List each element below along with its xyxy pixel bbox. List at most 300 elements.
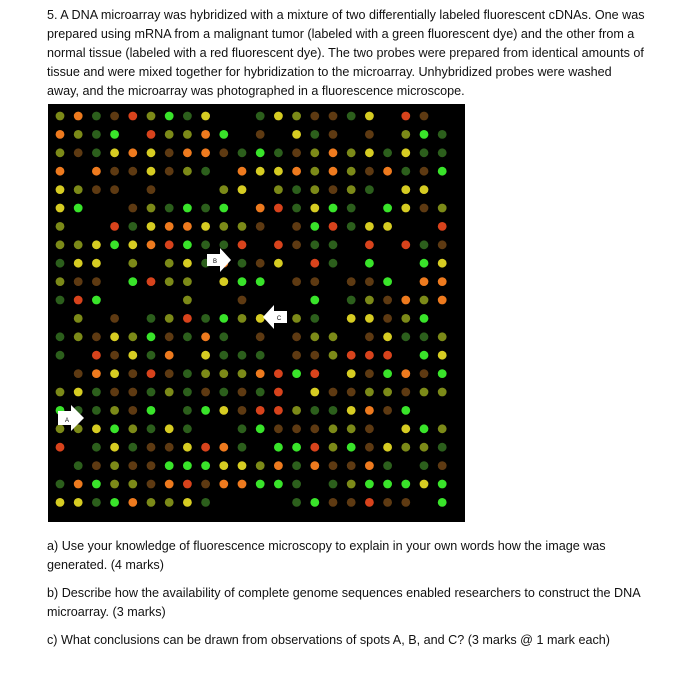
- array-spot: [256, 332, 265, 341]
- array-spot: [183, 369, 192, 378]
- array-spot: [74, 332, 83, 341]
- array-spot: [183, 204, 192, 213]
- array-spot: [383, 406, 392, 415]
- array-spot: [219, 388, 228, 397]
- array-spot: [165, 498, 174, 507]
- array-spot: [401, 204, 410, 213]
- array-spot: [128, 369, 137, 378]
- array-spot: [147, 314, 156, 323]
- array-spot: [238, 314, 247, 323]
- array-spot: [147, 332, 156, 341]
- array-spot: [310, 112, 319, 121]
- array-spot: [92, 277, 101, 286]
- array-spot: [256, 480, 265, 489]
- array-spot: [165, 369, 174, 378]
- array-spot: [401, 480, 410, 489]
- array-spot: [183, 259, 192, 268]
- array-spot: [383, 388, 392, 397]
- array-spot: [365, 480, 374, 489]
- array-spot: [128, 148, 137, 157]
- array-spot: [201, 351, 210, 360]
- spot-c-marker: [263, 305, 287, 329]
- array-spot: [401, 443, 410, 452]
- array-spot: [165, 480, 174, 489]
- array-spot: [256, 130, 265, 139]
- array-spot: [183, 130, 192, 139]
- array-spot: [310, 148, 319, 157]
- array-spot: [256, 259, 265, 268]
- array-spot: [147, 406, 156, 415]
- array-spot: [365, 185, 374, 194]
- array-spot: [219, 406, 228, 415]
- array-spot: [438, 148, 447, 157]
- array-spot: [74, 277, 83, 286]
- array-spot: [147, 148, 156, 157]
- array-spot: [56, 148, 65, 157]
- array-spot: [219, 148, 228, 157]
- array-spot: [401, 296, 410, 305]
- array-spot: [292, 148, 301, 157]
- array-spot: [292, 461, 301, 470]
- array-spot: [128, 424, 137, 433]
- array-spot: [165, 130, 174, 139]
- array-spot: [74, 480, 83, 489]
- array-spot: [274, 388, 283, 397]
- array-spot: [292, 424, 301, 433]
- array-spot: [56, 222, 65, 231]
- array-spot: [347, 424, 356, 433]
- array-spot: [329, 130, 338, 139]
- array-spot: [56, 332, 65, 341]
- array-spot: [274, 259, 283, 268]
- array-spot: [219, 130, 228, 139]
- array-spot: [347, 204, 356, 213]
- array-spot: [165, 222, 174, 231]
- array-spot: [347, 461, 356, 470]
- array-spot: [347, 406, 356, 415]
- array-spot: [183, 240, 192, 249]
- array-spot: [56, 259, 65, 268]
- array-spot: [183, 388, 192, 397]
- array-spot: [438, 332, 447, 341]
- array-spot: [383, 204, 392, 213]
- array-spot: [74, 130, 83, 139]
- array-spot: [347, 167, 356, 176]
- array-spot: [110, 461, 119, 470]
- array-spot: [56, 185, 65, 194]
- array-spot: [420, 461, 429, 470]
- array-spot: [201, 369, 210, 378]
- array-spot: [256, 351, 265, 360]
- array-spot: [201, 222, 210, 231]
- array-spot: [274, 480, 283, 489]
- array-spot: [310, 167, 319, 176]
- array-spot: [438, 443, 447, 452]
- array-spot: [438, 461, 447, 470]
- array-spot: [110, 167, 119, 176]
- array-spot: [274, 185, 283, 194]
- array-spot: [329, 406, 338, 415]
- array-spot: [201, 130, 210, 139]
- question-a: a) Use your knowledge of fluorescence microscopy to explain in your own words how the image was generated. (4 marks): [47, 539, 606, 572]
- array-spot: [128, 222, 137, 231]
- array-spot: [310, 424, 319, 433]
- array-spot: [292, 351, 301, 360]
- array-spot: [420, 112, 429, 121]
- array-spot: [74, 112, 83, 121]
- array-spot: [401, 185, 410, 194]
- array-spot: [219, 204, 228, 213]
- array-spot: [401, 240, 410, 249]
- array-spot: [201, 204, 210, 213]
- array-spot: [56, 296, 65, 305]
- array-spot: [74, 185, 83, 194]
- array-spot: [401, 112, 410, 121]
- array-spot: [201, 240, 210, 249]
- array-spot: [110, 443, 119, 452]
- array-spot: [165, 443, 174, 452]
- array-spot: [310, 185, 319, 194]
- array-spot: [201, 148, 210, 157]
- array-spot: [401, 406, 410, 415]
- array-spot: [219, 277, 228, 286]
- array-spot: [92, 424, 101, 433]
- array-spot: [110, 332, 119, 341]
- array-spot: [383, 480, 392, 489]
- array-spot: [238, 351, 247, 360]
- array-spot: [74, 369, 83, 378]
- array-spot: [329, 332, 338, 341]
- array-spot: [383, 277, 392, 286]
- array-spot: [56, 480, 65, 489]
- array-spot: [147, 112, 156, 121]
- array-spot: [365, 498, 374, 507]
- marker-c-label: C: [276, 316, 282, 322]
- array-spot: [110, 406, 119, 415]
- array-spot: [238, 461, 247, 470]
- array-spot: [128, 498, 137, 507]
- array-spot: [292, 406, 301, 415]
- array-spot: [329, 461, 338, 470]
- question-intro: 5. A DNA microarray was hybridized with a mixture of two differentially labeled fluorescent cDNAs. One was prepared using mRNA from a malignant tumor (labeled with a green fluorescent dye) and the other from a normal tissue (labeled with a red fluorescent dye). The two probes were prepared from identical amounts of tissue and were mixed together for hybridization to the microarray. Unhybridized probes were washed away, and the microarray was photographed in a fluorescence microscope.: [47, 8, 645, 98]
- array-spot: [365, 369, 374, 378]
- array-spot: [420, 296, 429, 305]
- array-spot: [183, 314, 192, 323]
- array-spot: [292, 277, 301, 286]
- array-spot: [347, 351, 356, 360]
- array-spot: [128, 443, 137, 452]
- array-spot: [401, 369, 410, 378]
- array-spot: [438, 204, 447, 213]
- array-spot: [420, 185, 429, 194]
- array-spot: [110, 314, 119, 323]
- array-spot: [219, 443, 228, 452]
- array-spot: [347, 112, 356, 121]
- array-spot: [92, 185, 101, 194]
- array-spot: [147, 369, 156, 378]
- array-spot: [347, 148, 356, 157]
- array-spot: [420, 204, 429, 213]
- array-spot: [183, 498, 192, 507]
- array-spot: [292, 369, 301, 378]
- array-spot: [438, 222, 447, 231]
- array-spot: [383, 148, 392, 157]
- array-spot: [401, 332, 410, 341]
- array-spot: [183, 222, 192, 231]
- array-spot: [165, 112, 174, 121]
- array-spot: [310, 406, 319, 415]
- array-spot: [438, 388, 447, 397]
- array-spot: [365, 148, 374, 157]
- array-spot: [183, 424, 192, 433]
- array-spot: [420, 240, 429, 249]
- array-spot: [292, 498, 301, 507]
- array-spot: [420, 351, 429, 360]
- array-spot: [438, 369, 447, 378]
- array-spot: [347, 277, 356, 286]
- array-spot: [110, 351, 119, 360]
- array-spot: [420, 388, 429, 397]
- array-spot: [310, 498, 319, 507]
- array-spot: [438, 351, 447, 360]
- array-spot: [292, 240, 301, 249]
- array-spot: [310, 277, 319, 286]
- array-spot: [274, 369, 283, 378]
- array-spot: [274, 461, 283, 470]
- array-spot: [365, 277, 374, 286]
- array-spot: [365, 314, 374, 323]
- array-spot: [365, 461, 374, 470]
- array-spot: [274, 167, 283, 176]
- array-spot: [292, 332, 301, 341]
- array-spot: [147, 424, 156, 433]
- array-spot: [128, 388, 137, 397]
- array-spot: [329, 185, 338, 194]
- array-spot: [383, 369, 392, 378]
- array-spot: [329, 112, 338, 121]
- array-spot: [329, 167, 338, 176]
- array-spot: [147, 351, 156, 360]
- array-spot: [110, 130, 119, 139]
- array-spot: [274, 443, 283, 452]
- array-spot: [383, 443, 392, 452]
- array-spot: [420, 332, 429, 341]
- array-spot: [74, 148, 83, 157]
- array-spot: [365, 424, 374, 433]
- array-spot: [183, 112, 192, 121]
- array-spot: [56, 167, 65, 176]
- array-spot: [183, 480, 192, 489]
- array-spot: [183, 148, 192, 157]
- array-spot: [274, 112, 283, 121]
- array-spot: [238, 296, 247, 305]
- array-spot: [256, 406, 265, 415]
- array-spot: [329, 148, 338, 157]
- array-spot: [92, 240, 101, 249]
- array-spot: [165, 351, 174, 360]
- array-spot: [74, 388, 83, 397]
- array-spot: [438, 240, 447, 249]
- array-spot: [92, 369, 101, 378]
- array-spot: [165, 332, 174, 341]
- array-spot: [110, 185, 119, 194]
- array-spot: [365, 167, 374, 176]
- array-spot: [401, 314, 410, 323]
- array-spot: [347, 498, 356, 507]
- array-spot: [183, 443, 192, 452]
- array-spot: [420, 424, 429, 433]
- array-spot: [128, 351, 137, 360]
- array-spot: [183, 461, 192, 470]
- array-spot: [310, 296, 319, 305]
- array-spot: [92, 351, 101, 360]
- array-spot: [110, 240, 119, 249]
- array-spot: [110, 480, 119, 489]
- array-spot: [56, 130, 65, 139]
- array-spot: [56, 351, 65, 360]
- array-spot: [365, 332, 374, 341]
- array-spot: [219, 222, 228, 231]
- array-spot: [165, 240, 174, 249]
- array-spot: [147, 443, 156, 452]
- array-spot: [274, 240, 283, 249]
- array-spot: [292, 222, 301, 231]
- array-spot: [420, 259, 429, 268]
- spot-b-marker: [207, 248, 231, 272]
- array-spot: [438, 498, 447, 507]
- array-spot: [165, 314, 174, 323]
- array-spot: [256, 148, 265, 157]
- array-spot: [238, 424, 247, 433]
- array-spot: [238, 406, 247, 415]
- array-spot: [56, 424, 65, 433]
- array-spot: [329, 443, 338, 452]
- marker-b-label: B: [212, 259, 218, 265]
- array-spot: [256, 277, 265, 286]
- array-spot: [438, 130, 447, 139]
- array-spot: [128, 480, 137, 489]
- array-spot: [274, 148, 283, 157]
- array-spot: [274, 204, 283, 213]
- array-spot: [110, 388, 119, 397]
- array-spot: [365, 443, 374, 452]
- array-spot: [438, 259, 447, 268]
- array-spot: [310, 259, 319, 268]
- array-spot: [420, 130, 429, 139]
- array-spot: [238, 259, 247, 268]
- array-spot: [238, 240, 247, 249]
- array-spot: [383, 351, 392, 360]
- array-spot: [238, 277, 247, 286]
- array-spot: [201, 443, 210, 452]
- array-spot: [383, 461, 392, 470]
- array-spot: [147, 461, 156, 470]
- marker-a-label: A: [64, 418, 70, 424]
- array-spot: [347, 388, 356, 397]
- array-spot: [92, 498, 101, 507]
- array-spot: [74, 204, 83, 213]
- array-spot: [201, 406, 210, 415]
- array-spot: [401, 498, 410, 507]
- array-spot: [292, 480, 301, 489]
- question-b: b) Describe how the availability of complete genome sequences enabled researchers to construct the DNA microarray. (3 marks): [47, 586, 640, 619]
- array-spot: [201, 314, 210, 323]
- array-spot: [201, 167, 210, 176]
- array-spot: [74, 498, 83, 507]
- array-spot: [74, 314, 83, 323]
- array-spot: [347, 443, 356, 452]
- array-spot: [256, 424, 265, 433]
- array-spot: [256, 167, 265, 176]
- array-spot: [110, 222, 119, 231]
- array-spot: [256, 461, 265, 470]
- question-c: c) What conclusions can be drawn from observations of spots A, B, and C? (3 marks @ 1 mark each): [47, 633, 610, 647]
- array-spot: [420, 480, 429, 489]
- array-spot: [56, 277, 65, 286]
- array-spot: [365, 406, 374, 415]
- array-spot: [310, 443, 319, 452]
- array-spot: [365, 112, 374, 121]
- array-spot: [238, 148, 247, 157]
- array-spot: [201, 332, 210, 341]
- array-spot: [201, 388, 210, 397]
- array-spot: [165, 148, 174, 157]
- array-spot: [401, 130, 410, 139]
- array-spot: [292, 112, 301, 121]
- array-spot: [292, 204, 301, 213]
- array-spot: [92, 443, 101, 452]
- array-spot: [56, 443, 65, 452]
- array-spot: [401, 148, 410, 157]
- array-spot: [401, 167, 410, 176]
- array-spot: [201, 461, 210, 470]
- array-spot: [310, 351, 319, 360]
- array-spot: [292, 167, 301, 176]
- array-spot: [347, 480, 356, 489]
- array-spot: [365, 388, 374, 397]
- array-spot: [147, 222, 156, 231]
- array-spot: [74, 259, 83, 268]
- array-spot: [219, 240, 228, 249]
- array-spot: [365, 130, 374, 139]
- array-spot: [128, 167, 137, 176]
- array-spot: [56, 204, 65, 213]
- array-spot: [329, 351, 338, 360]
- array-spot: [238, 222, 247, 231]
- array-spot: [128, 240, 137, 249]
- array-spot: [56, 240, 65, 249]
- array-spot: [183, 296, 192, 305]
- array-spot: [92, 296, 101, 305]
- array-spot: [329, 222, 338, 231]
- array-spot: [274, 406, 283, 415]
- array-spot: [329, 204, 338, 213]
- array-spot: [92, 406, 101, 415]
- array-spot: [310, 204, 319, 213]
- array-spot: [347, 369, 356, 378]
- array-spot: [438, 424, 447, 433]
- array-spot: [128, 406, 137, 415]
- array-spot: [56, 388, 65, 397]
- array-spot: [219, 461, 228, 470]
- array-spot: [347, 314, 356, 323]
- array-spot: [128, 259, 137, 268]
- array-spot: [110, 424, 119, 433]
- array-spot: [292, 314, 301, 323]
- array-spot: [110, 498, 119, 507]
- array-spot: [219, 369, 228, 378]
- array-spot: [347, 296, 356, 305]
